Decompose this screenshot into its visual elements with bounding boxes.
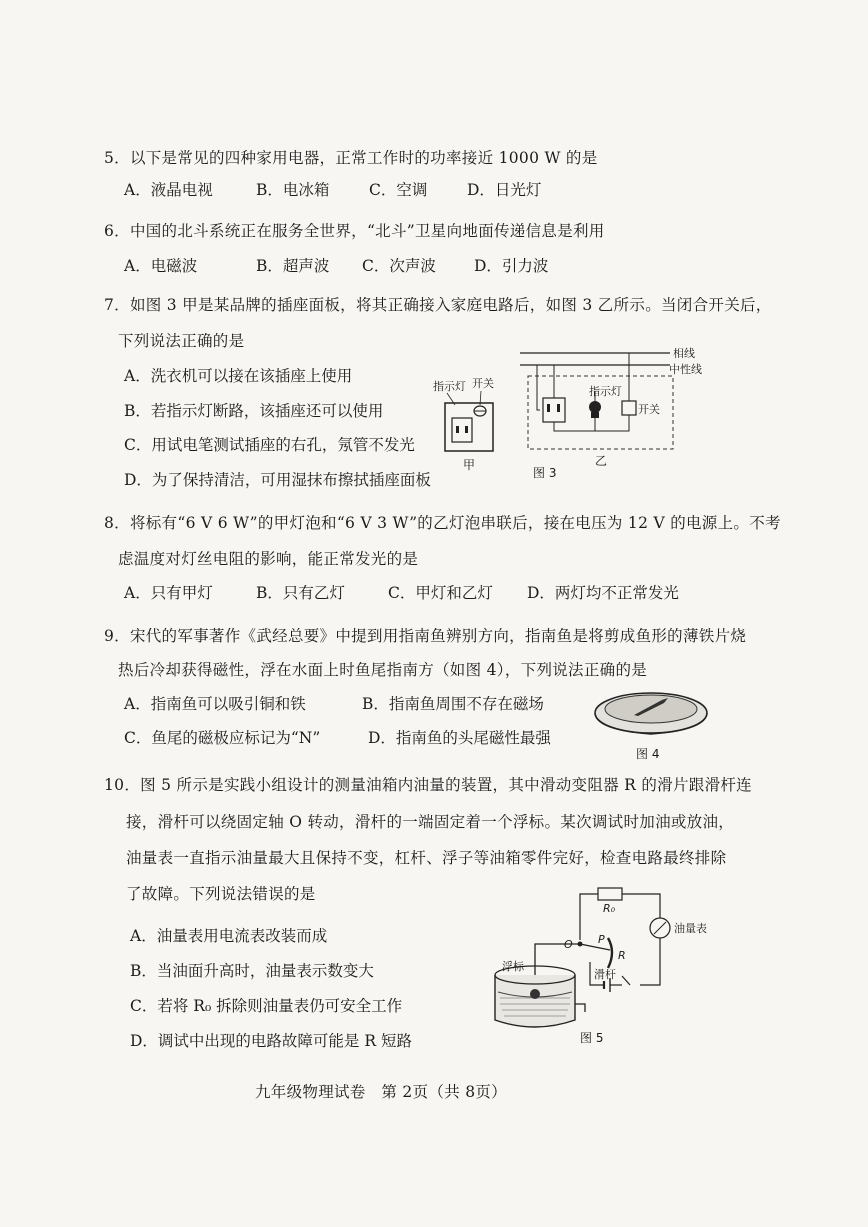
q9-option-b: B．指南鱼周围不存在磁场	[362, 695, 544, 713]
q8-option-b: B．只有乙灯	[256, 584, 345, 602]
q5-option-c: C．空调	[369, 181, 428, 199]
question-5-stem: 5．以下是常见的四种家用电器，正常工作时的功率接近 1000 W 的是	[104, 149, 598, 167]
question-9-stem-line-1: 9．宋代的军事著作《武经总要》中提到用指南鱼辨别方向，指南鱼是将剪成鱼形的薄铁片烧	[104, 627, 747, 645]
question-8-stem-line-1: 8．将标有“6 V 6 W”的甲灯泡和“6 V 3 W”的乙灯泡串联后，接在电压为 12 V 的电源上。不考	[104, 514, 781, 532]
q5-option-a: A．液晶电视	[124, 181, 213, 199]
fig3-label-switch-jia: 开关	[472, 377, 494, 390]
q6-option-a: A．电磁波	[124, 257, 198, 275]
q9-option-c: C．鱼尾的磁极应标记为“N”	[124, 729, 321, 747]
q7-option-d: D．为了保持清洁，可用湿抹布擦拭插座面板	[124, 471, 431, 489]
fig3-label-indicator-yi: 指示灯	[589, 385, 622, 398]
question-7-stem-line-2: 下列说法正确的是	[118, 332, 245, 350]
fig5-caption: 图 5	[580, 1031, 604, 1045]
fig3-caption: 图 3	[533, 466, 557, 480]
fig3-label-live: 相线	[673, 347, 695, 360]
fig3-label-yi: 乙	[595, 454, 608, 468]
rheostat-r	[608, 938, 612, 968]
fig4-caption: 图 4	[636, 747, 660, 761]
q9-option-d: D．指南鱼的头尾磁性最强	[368, 729, 551, 747]
q10-option-b: B．当油面升高时，油量表示数变大	[130, 962, 374, 980]
question-10-stem-line-4: 了故障。下列说法错误的是	[126, 885, 316, 903]
q6-option-b: B．超声波	[256, 257, 330, 275]
circuit-switch	[622, 976, 630, 985]
lever-rod	[580, 944, 610, 950]
socket-symbol	[543, 398, 565, 422]
question-10-stem-line-3: 油量表一直指示油量最大且保持不变，杠杆、浮子等油箱零件完好，检查电路最终排除	[126, 849, 727, 867]
tank-tap-icon	[575, 1004, 585, 1012]
fig3-label-switch-yi: 开关	[638, 403, 660, 416]
q7-option-a: A．洗衣机可以接在该插座上使用	[124, 367, 353, 385]
q8-option-c: C．甲灯和乙灯	[388, 584, 493, 602]
fig3-label-indicator-jia: 指示灯	[433, 380, 466, 393]
figure-5-oil-gauge	[490, 880, 740, 1050]
question-10-stem-line-1: 10．图 5 所示是实践小组设计的测量油箱内油量的装置，其中滑动变阻器 R 的滑片跟滑杆连	[104, 776, 752, 794]
switch-symbol	[622, 401, 636, 415]
q7-option-c: C．用试电笔测试插座的右孔，氖管不发光	[124, 436, 415, 454]
question-7-stem-line-1: 7．如图 3 甲是某品牌的插座面板，将其正确接入家庭电路后，如图 3 乙所示。当闭合开关后，	[104, 296, 772, 314]
q6-option-c: C．次声波	[362, 257, 436, 275]
q7-option-b: B．若指示灯断路，该插座还可以使用	[124, 402, 384, 420]
q10-option-d: D．调试中出现的电路故障可能是 R 短路	[130, 1032, 412, 1050]
fig5-label-o: O	[564, 938, 573, 951]
fig3-label-neutral: 中性线	[669, 363, 702, 376]
indicator-lamp-icon	[589, 401, 601, 413]
fig5-label-rod: 滑杆	[594, 968, 616, 981]
figure-3-socket-circuit	[425, 343, 715, 493]
question-9-stem-line-2: 热后冷却获得磁性，浮在水面上时鱼尾指南方（如图 4），下列说法正确的是	[118, 661, 648, 679]
q8-option-a: A．只有甲灯	[124, 584, 213, 602]
fig5-label-r: R	[618, 949, 626, 962]
fig3-label-jia: 甲	[463, 458, 476, 472]
q10-option-a: A．油量表用电流表改装而成	[130, 927, 328, 945]
question-6-stem: 6．中国的北斗系统正在服务全世界，“北斗”卫星向地面传递信息是利用	[104, 222, 605, 240]
float-icon	[530, 989, 540, 999]
q5-option-b: B．电冰箱	[256, 181, 330, 199]
socket-outlet	[452, 418, 472, 442]
page-footer: 九年级物理试卷 第 2页（共 8页）	[255, 1083, 507, 1101]
question-10-stem-line-2: 接，滑杆可以绕固定轴 O 转动，滑杆的一端固定着一个浮标。某次调试时加油或放油，	[126, 813, 735, 831]
oil-tank	[495, 975, 575, 1027]
q10-option-c: C．若将 R₀ 拆除则油量表仍可安全工作	[130, 997, 403, 1015]
fig5-label-p: P	[598, 933, 605, 946]
question-8-stem-line-2: 虑温度对灯丝电阻的影响，能正常发光的是	[118, 550, 419, 568]
figure-4-compass-fish	[588, 678, 718, 766]
q5-option-d: D．日光灯	[467, 181, 542, 199]
fig5-label-meter: 油量表	[674, 922, 707, 935]
q9-option-a: A．指南鱼可以吸引铜和铁	[124, 695, 306, 713]
fig5-label-r0: R₀	[603, 902, 616, 915]
q8-option-d: D．两灯均不正常发光	[527, 584, 679, 602]
q6-option-d: D．引力波	[474, 257, 549, 275]
resistor-r0	[598, 888, 622, 900]
fig5-label-float: 浮标	[502, 960, 524, 973]
